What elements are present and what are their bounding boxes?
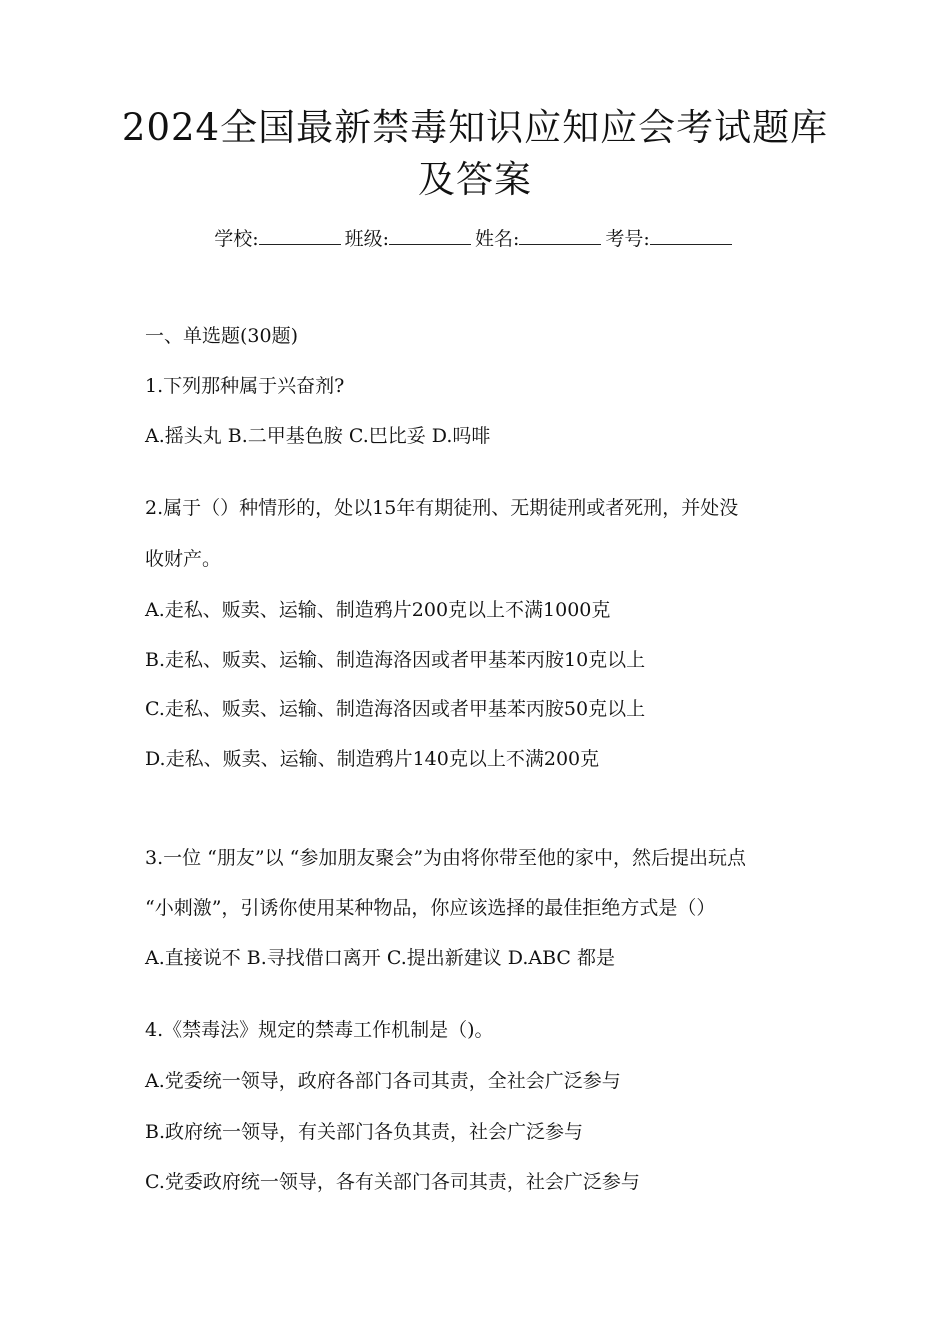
school-label: 学校: [214, 228, 259, 250]
student-info-row [0, 224, 950, 253]
section-heading: 一、单选题(30题) [145, 325, 299, 347]
question-1-text: 1.下列那种属于兴奋剂? [145, 375, 345, 397]
class-blank [389, 224, 471, 245]
question-2-option-b: B.走私、贩卖、运输、制造海洛因或者甲基苯丙胺10克以上 [145, 649, 646, 671]
question-2-option-c: C.走私、贩卖、运输、制造海洛因或者甲基苯丙胺50克以上 [145, 698, 646, 720]
page-title-line-1: 2024全国最新禁毒知识应知应会考试题库 [121, 106, 829, 149]
question-2-option-a: A.走私、贩卖、运输、制造鸦片200克以上不满1000克 [145, 599, 611, 621]
page-title-line-2: 及答案 [418, 158, 532, 201]
question-4-text: 4.《禁毒法》规定的禁毒工作机制是（)。 [145, 1019, 494, 1041]
number-blank [650, 224, 732, 245]
question-2-text-line-2: 收财产。 [145, 548, 222, 570]
question-3-text-line-2: “小刺激”，引诱你使用某种物品，你应该选择的最佳拒绝方式是（） [145, 897, 716, 919]
name-label: 姓名: [475, 228, 520, 250]
question-2-option-d: D.走私、贩卖、运输、制造鸦片140克以上不满200克 [145, 748, 600, 770]
question-2-text-line-1: 2.属于（）种情形的，处以15年有期徒刑、无期徒刑或者死刑，并处没 [145, 497, 739, 519]
class-label: 班级: [344, 228, 389, 250]
question-4-option-a: A.党委统一领导，政府各部门各司其责，全社会广泛参与 [145, 1070, 621, 1092]
question-3-text-line-1: 3.一位 “朋友”以 “参加朋友聚会”为由将你带至他的家中，然后提出玩点 [145, 847, 747, 869]
name-blank [519, 224, 601, 245]
question-4-option-b: B.政府统一领导，有关部门各负其责，社会广泛参与 [145, 1121, 584, 1143]
number-label: 考号: [605, 228, 650, 250]
question-1-options: A.摇头丸 B.二甲基色胺 C.巴比妥 D.吗啡 [145, 425, 491, 447]
school-blank [259, 224, 341, 245]
question-3-options: A.直接说不 B.寻找借口离开 C.提出新建议 D.ABC 都是 [145, 947, 615, 969]
question-4-option-c: C.党委政府统一领导，各有关部门各司其责，社会广泛参与 [145, 1171, 640, 1193]
